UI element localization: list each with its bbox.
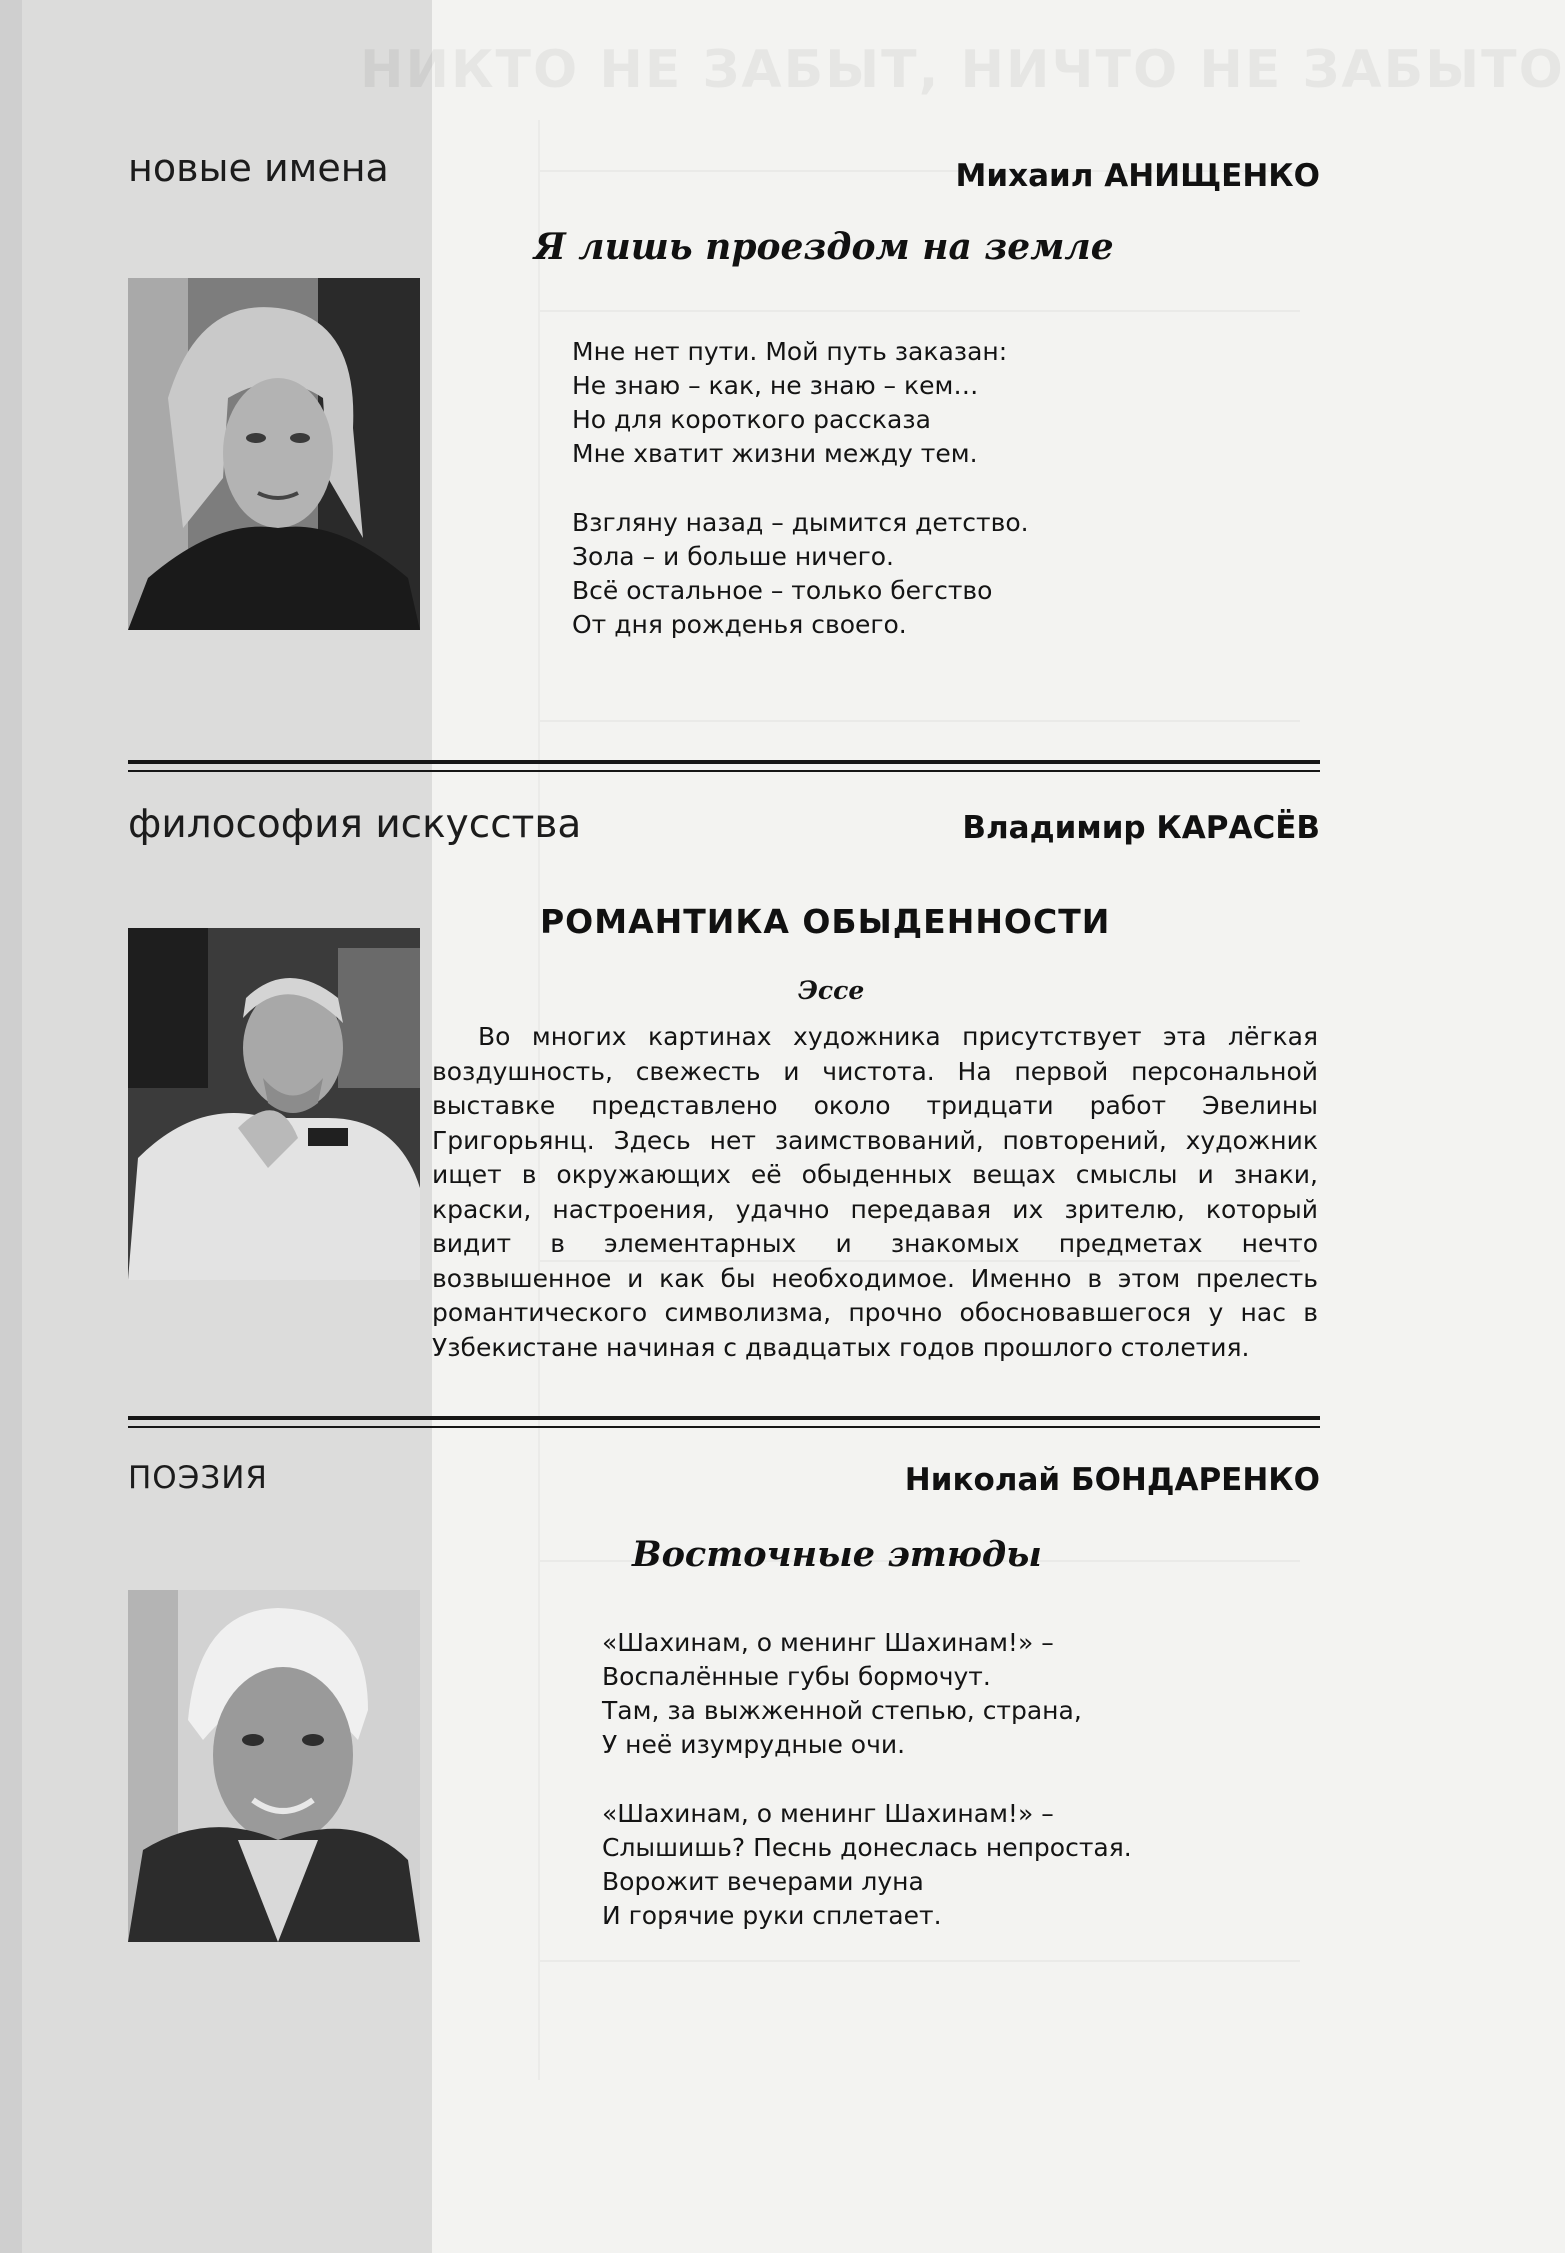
poem-line: «Шахинам, о менинг Шахинам!» – <box>602 1628 1054 1657</box>
poem-line: Воспалённые губы бормочут. <box>602 1662 991 1691</box>
rubric-label: новые имена <box>128 146 389 190</box>
work-title: Восточные этюды <box>632 1534 1042 1575</box>
poem-line: Но для короткого рассказа <box>572 405 931 434</box>
poem-line: От дня рожденья своего. <box>572 610 907 639</box>
poem <box>572 335 1029 677</box>
poem-line: Ворожит вечерами луна <box>602 1867 924 1896</box>
work-title: Я лишь проездом на земле <box>534 226 1114 268</box>
page-edge-shadow <box>0 0 22 2253</box>
section-divider-thin <box>128 1426 1320 1428</box>
author-photo <box>128 278 420 630</box>
poem-stanza <box>572 506 1029 642</box>
poem-line: Там, за выжженной степью, страна, <box>602 1696 1082 1725</box>
section-divider <box>128 1416 1320 1420</box>
bleed-through-header: НИКТО НЕ ЗАБЫТ, НИЧТО НЕ ЗАБЫТО <box>360 40 1565 100</box>
bleed-through-line <box>540 310 1300 312</box>
portrait-photo-icon <box>128 1590 420 1942</box>
poem-line: Не знаю – как, не знаю – кем… <box>572 371 979 400</box>
genre-label: Эссе <box>798 976 865 1005</box>
poem-line: И горячие руки сплетает. <box>602 1901 942 1930</box>
work-title: РОМАНТИКА ОБЫДЕННОСТИ <box>540 902 1111 941</box>
poem-stanza <box>602 1797 1132 1933</box>
section-divider-thin <box>128 770 1320 772</box>
poem-stanza <box>602 1626 1132 1762</box>
poem-line: «Шахинам, о менинг Шахинам!» – <box>602 1799 1054 1828</box>
essay-text <box>432 1020 1318 1365</box>
poem-line: Взгляну назад – дымится детство. <box>572 508 1029 537</box>
poem-line: Мне хватит жизни между тем. <box>572 439 978 468</box>
author-photo <box>128 1590 420 1942</box>
bleed-through-line <box>540 720 1300 722</box>
poem-line: Зола – и больше ничего. <box>572 542 894 571</box>
portrait-photo-icon <box>128 278 420 630</box>
essay-paragraph: Во многих картинах художника присутствует эта лёгкая воздушность, свежесть и чистота. На первой персональной выставке представлено около тридцати работ Эвелины Григорьянц. Здесь нет заимствований, повторений, художник ищет в окружающих её обыденных вещах смыслы и знаки, краски, настроения, удачно передавая их зрителю, который видит в элементарных и знакомых предметах нечто возвышенное и как бы необходимое. Именно в этом прелесть романтического символизма, прочно обосновавшегося у нас в Узбекистане начиная с двадцатых годов прошлого столетия. <box>432 1022 1318 1362</box>
section-divider <box>128 760 1320 764</box>
author-name: Владимир КАРАСЁВ <box>962 810 1320 846</box>
poem-line: У неё изумрудные очи. <box>602 1730 906 1759</box>
author-photo <box>128 928 420 1280</box>
rubric-label: ПОЭЗИЯ <box>128 1460 268 1496</box>
poem-line: Всё остальное – только бегство <box>572 576 993 605</box>
poem-stanza <box>572 335 1029 471</box>
poem-line: Мне нет пути. Мой путь заказан: <box>572 337 1008 366</box>
author-name: Николай БОНДАРЕНКО <box>904 1462 1320 1498</box>
rubric-label: философия искусства <box>128 802 582 847</box>
author-name: Михаил АНИЩЕНКО <box>955 158 1320 194</box>
portrait-photo-icon <box>128 928 420 1280</box>
poem <box>602 1626 1132 1968</box>
poem-line: Слышишь? Песнь донеслась непростая. <box>602 1833 1132 1862</box>
